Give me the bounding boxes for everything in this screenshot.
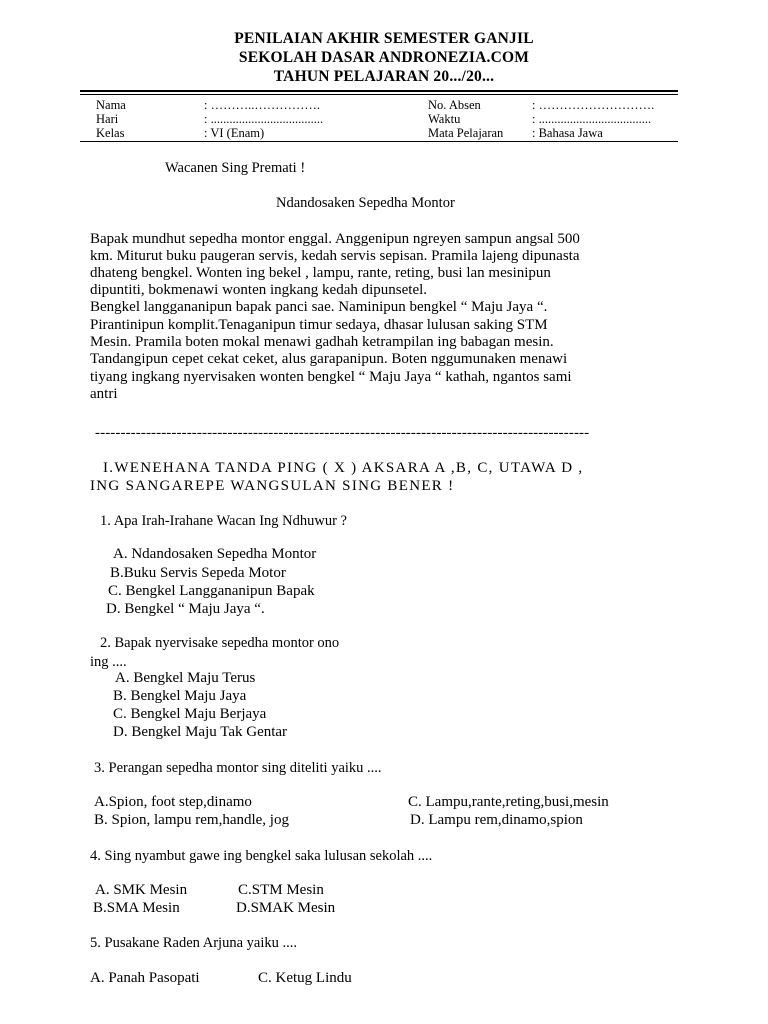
q5-option-c: C. Ketug Lindu [258,970,352,986]
nama-value: : ………..……………. [204,98,320,112]
q1-option-c: C. Bengkel Langgananipun Bapak [108,583,315,599]
passage-line: Bengkel langgananipun bapak panci sae. Naminipun bengkel “ Maju Jaya “. [90,299,548,315]
passage-line: Pirantinipun komplit.Tenaganipun timur sedaya, dhasar lulusan saking STM [90,317,548,333]
header-school-exam: PENILAIAN AKHIR SEMESTER GANJIL [234,30,534,47]
section-divider: ------------------------------------------------------------------------------------------------- [95,425,590,441]
waktu-label: Waktu [428,112,461,126]
waktu-value: : .................................... [532,112,652,126]
q3-option-c: C. Lampu,rante,reting,busi,mesin [408,794,609,810]
passage-line: dhateng bengkel. Wonten ing bekel , lampu, rante, reting, busi lan mesinipun [90,265,551,281]
hari-value: : .................................... [204,112,324,126]
question-2-cont: ing .... [90,654,127,670]
kelas-label: Kelas [96,126,125,140]
reading-title: Ndandosaken Sepedha Montor [276,195,455,211]
absen-value: : ………………………. [532,98,655,112]
header-school-name: SEKOLAH DASAR ANDRONEZIA.COM [238,49,530,66]
passage-line: antri [90,386,118,402]
q4-option-d: D.SMAK Mesin [236,900,336,916]
question-2: 2. Bapak nyervisake sepedha montor ono [100,635,340,651]
mapel-value: : Bahasa Jawa [532,126,603,140]
question-3: 3. Perangan sepedha montor sing diteliti yaiku .... [94,760,382,776]
hari-label: Hari [96,112,119,126]
q4-option-c: C.STM Mesin [238,882,324,898]
section-instruction-line1: I.WENEHANA TANDA PING ( X ) AKSARA A ,B, C, UTAWA D , [103,460,584,476]
q2-option-d: D. Bengkel Maju Tak Gentar [113,724,288,740]
passage-line: tiyang ingkang nyervisaken wonten bengkel “ Maju Jaya “ kathah, ngantos sami [90,369,572,385]
passage-line: Mesin. Pramila boten mokal menawi gadhah ketrampilan ing babagan mesin. [90,334,554,350]
kelas-value: : VI (Enam) [204,126,265,140]
header-rule-top-thin [80,94,678,95]
header-school-year: TAHUN PELAJARAN 20.../20... [273,68,495,85]
header-rule-top [80,90,678,92]
mapel-label: Mata Pelajaran [428,126,504,140]
question-1: 1. Apa Irah-Irahane Wacan Ing Ndhuwur ? [100,513,347,529]
q1-option-d: D. Bengkel “ Maju Jaya “. [106,601,265,617]
q3-option-b: B. Spion, lampu rem,handle, jog [94,812,289,828]
reading-instruction: Wacanen Sing Premati ! [165,160,306,176]
q3-option-d: D. Lampu rem,dinamo,spion [410,812,583,828]
q4-option-a: A. SMK Mesin [95,882,188,898]
passage-line: Tandangipun cepet cekat ceket, alus garapanipun. Boten nggumunaken menawi [90,351,568,367]
q4-option-b: B.SMA Mesin [93,900,180,916]
question-5: 5. Pusakane Raden Arjuna yaiku .... [90,935,297,951]
q1-option-a: A. Ndandosaken Sepedha Montor [113,546,317,562]
nama-label: Nama [96,98,126,112]
q2-option-b: B. Bengkel Maju Jaya [113,688,247,704]
q2-option-c: C. Bengkel Maju Berjaya [113,706,267,722]
section-instruction-line2: ING SANGAREPE WANGSULAN SING BENER ! [90,478,455,494]
header-rule-bottom [80,141,678,142]
passage-line: dipuntiti, bokmenawi wonten ingkang kedah dipunsetel. [90,282,428,298]
q3-option-a: A.Spion, foot step,dinamo [94,794,252,810]
absen-label: No. Absen [428,98,481,112]
q2-option-a: A. Bengkel Maju Terus [115,670,256,686]
passage-line: Bapak mundhut sepedha montor enggal. Anggenipun ngreyen sampun angsal 500 [90,231,580,247]
question-4: 4. Sing nyambut gawe ing bengkel saka lulusan sekolah .... [90,848,433,864]
q1-option-b: B.Buku Servis Sepeda Motor [110,565,286,581]
passage-line: km. Miturut buku paugeran servis, kedah servis sepisan. Pramila lajeng dipunasta [90,248,580,264]
q5-option-a: A. Panah Pasopati [90,970,200,986]
